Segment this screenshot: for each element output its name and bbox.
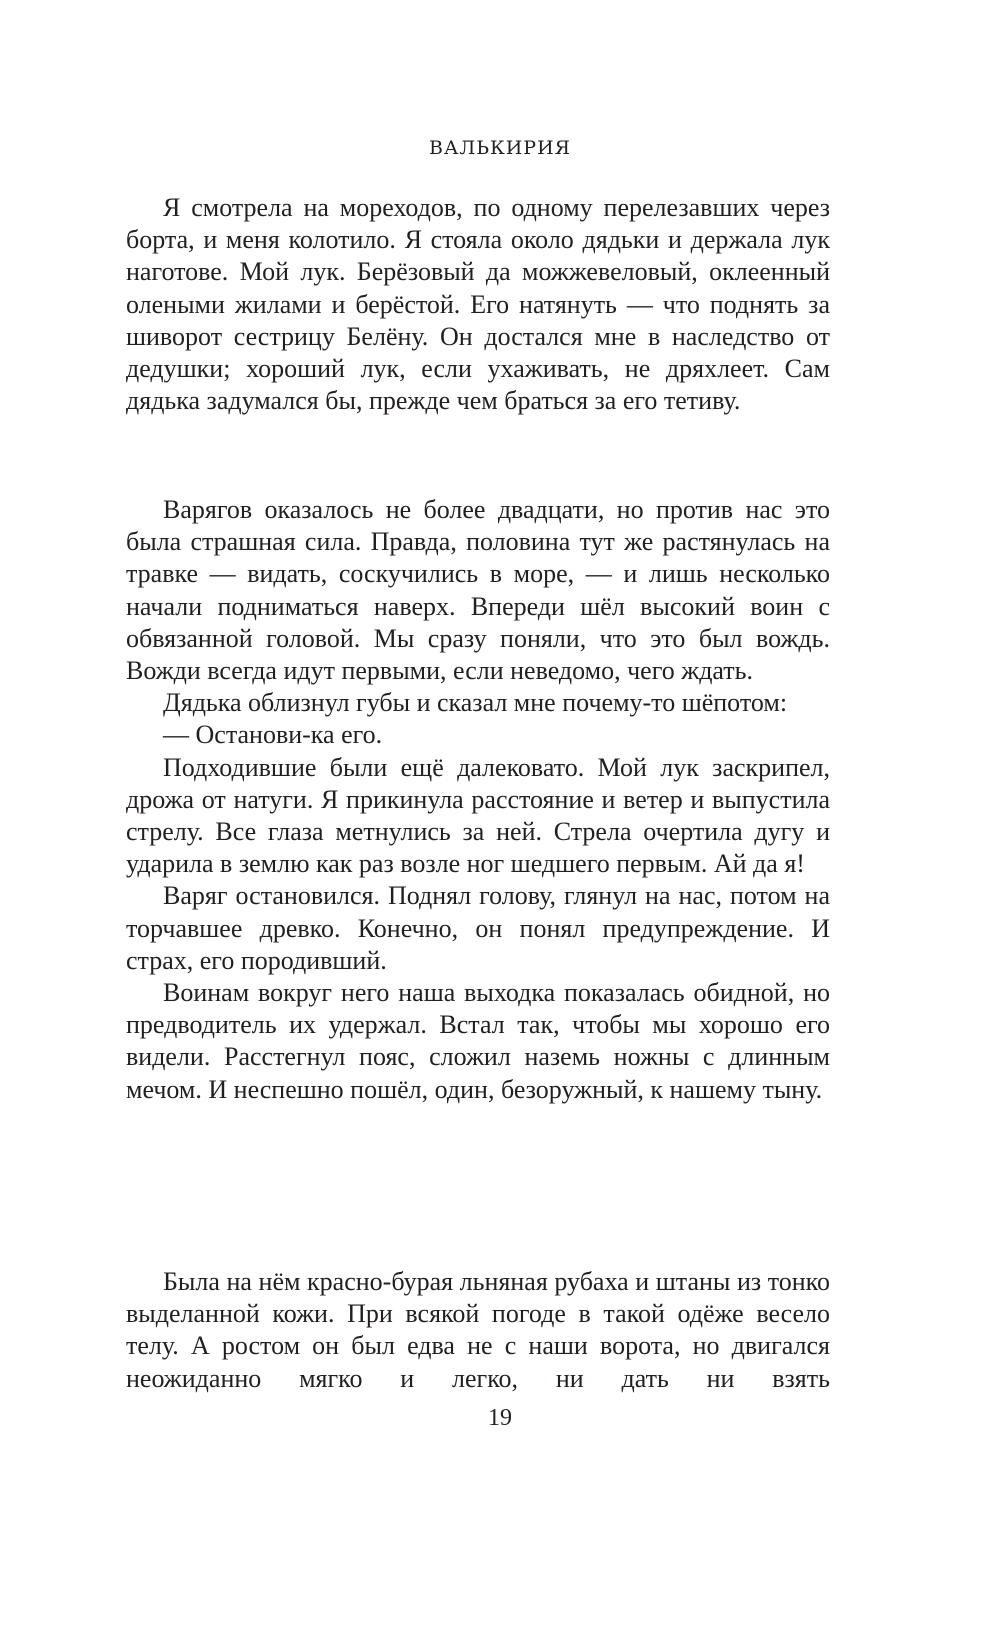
- dialogue-line: — Останови-ка его.: [163, 720, 383, 750]
- text-block-1: [126, 192, 830, 417]
- text-block-3: [126, 1266, 830, 1395]
- paragraph: Варяг остановился. Поднял голову, глянул на нас, потом на торчавшее древко. Конечно, он понял предупреждение. И страх, его породивший.: [126, 881, 830, 975]
- paragraph: Варягов оказалось не более двадцати, но против нас это была страшная сила. Правда, половина тут же растянулась на травке — видать, соскучились в море, — и лишь несколько начали подниматься наверх. Впереди шёл высокий воин с обвязанной головой. Мы сразу поняли, что это был вождь. Вожди всегда идут первыми, если неведомо, чего ждать.: [126, 495, 830, 686]
- paragraph: Была на нём красно-бурая льняная рубаха и штаны из тонко выделанной кожи. При всякой погоде в такой одёже весело телу. А ростом он был едва не с наши ворота, но двигался неожиданно мягко и легко, ни дать ни взять: [126, 1267, 830, 1393]
- running-head: ВАЛЬКИРИЯ: [429, 137, 571, 159]
- paragraph: Подходившие были ещё далековато. Мой лук заскрипел, дрожа от натуги. Я прикинула расстояние и ветер и выпустила стрелу. Все глаза метнулись за ней. Стрела очертила дугу и ударила в землю как раз возле ног шедшего первым. Ай да я!: [126, 752, 830, 879]
- text-block-2: [126, 494, 830, 1106]
- paragraph: Дядька облизнул губы и сказал мне почему-то шёпотом:: [163, 688, 788, 718]
- page-number: 19: [488, 1405, 512, 1431]
- paragraph: Воинам вокруг него наша выходка показалась обидной, но предводитель их удержал. Встал так, чтобы мы хорошо его видели. Расстегнул пояс, сложил наземь ножны с длинным мечом. И неспешно пошёл, один, безоружный, к нашему тыну.: [126, 978, 830, 1104]
- paragraph: Я смотрела на мореходов, по одному перелезавших через борта, и меня колотило. Я стояла около дядьки и держала лук наготове. Мой лук. Берёзовый да можжевеловый, оклеенный олеными жилами и берёстой. Его натянуть — что поднять за шиворот сестрицу Белёну. Он достался мне в наследство от дедушки; хороший лук, если ухаживать, не дряхлеет. Сам дядька задумался бы, прежде чем браться за его тетиву.: [126, 193, 830, 416]
